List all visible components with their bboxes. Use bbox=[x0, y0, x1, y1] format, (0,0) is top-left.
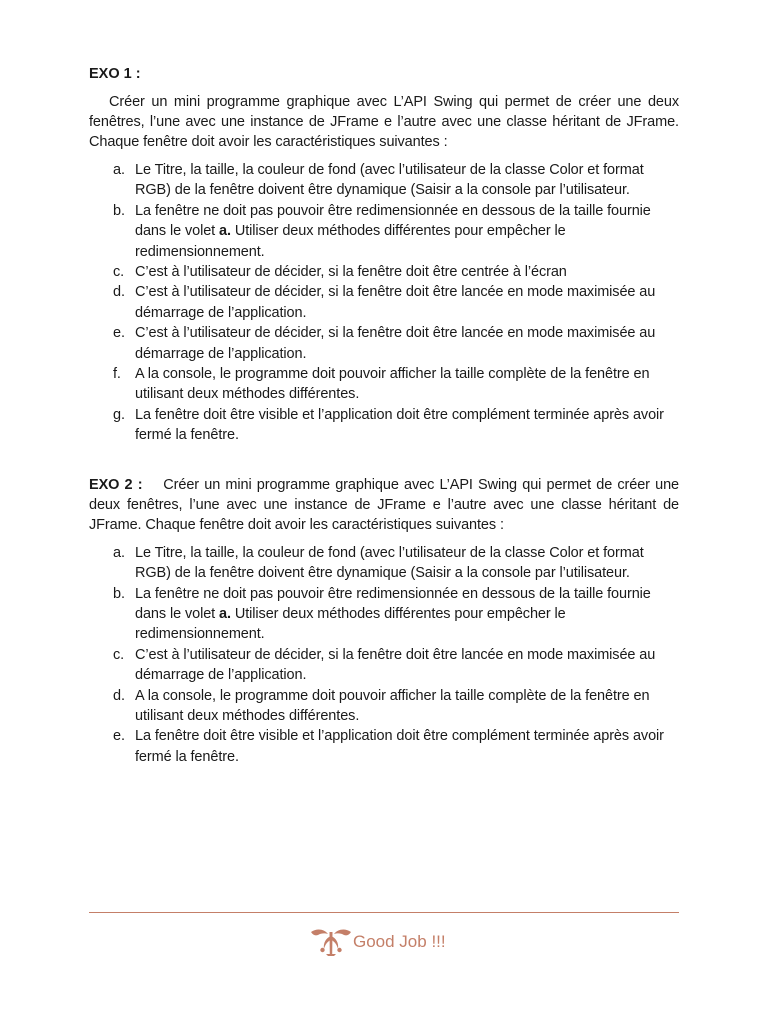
list-item: d. A la console, le programme doit pouvoir afficher la taille complète de la fenêtre en utilisant deux méthodes différentes. bbox=[113, 687, 650, 724]
list-item: e. La fenêtre doit être visible et l’application doit être complément terminée après avoir fermé la fenêtre. bbox=[113, 728, 664, 765]
list-item: a. Le Titre, la taille, la couleur de fond (avec l’utilisateur de la classe Color et format RGB) de la fenêtre doivent être dynamique (Saisir a la console par l’utilisateur. bbox=[113, 162, 644, 199]
exercise-2-intro: EXO 2 : Créer un mini programme graphique avec L’API Swing qui permet de créer une deux fenêtres, l’une avec une instance de JFrame e l’autre avec une classe héritant de JFrame. Chaque fenêtre doit avoir les caractéristiques suivantes : bbox=[89, 476, 679, 533]
list-item: d. C’est à l’utilisateur de décider, si la fenêtre doit être lancée en mode maximisée au démarrage de l’application. bbox=[113, 284, 656, 321]
exercise-2-title: EXO 2 : bbox=[89, 476, 143, 493]
footer-text: Good Job !!! bbox=[353, 932, 446, 951]
exercise-1-intro: Créer un mini programme graphique avec L’API Swing qui permet de créer une deux fenêtres, l’une avec une instance de JFrame e l’autre avec une classe héritant de JFrame. Chaque fenêtre doit avoir les caractéristiques suivantes : bbox=[89, 94, 679, 150]
list-item: g. La fenêtre doit être visible et l’application doit être complément terminée après avoir fermé la fenêtre. bbox=[113, 406, 664, 444]
fleuron-icon bbox=[309, 926, 353, 958]
exercise-2 bbox=[89, 475, 679, 767]
exercise-1-list bbox=[89, 160, 679, 446]
list-item: a. Le Titre, la taille, la couleur de fond (avec l’utilisateur de la classe Color et format RGB) de la fenêtre doivent être dynamique (Saisir a la console par l’utilisateur. bbox=[113, 544, 644, 582]
list-item: b. La fenêtre ne doit pas pouvoir être redimensionnée en dessous de la taille fournie dans le volet a. Utiliser deux méthodes différentes pour empêcher le redimensionnement. bbox=[113, 585, 651, 643]
footer bbox=[309, 925, 446, 959]
list-item: f. A la console, le programme doit pouvoir afficher la taille complète de la fenêtre en utilisant deux méthodes différentes. bbox=[113, 366, 650, 403]
footer-divider bbox=[89, 912, 679, 913]
exercise-1-title: EXO 1 : bbox=[89, 66, 141, 82]
list-item: c. C’est à l’utilisateur de décider, si la fenêtre doit être centrée à l’écran bbox=[113, 264, 567, 281]
list-item: b. La fenêtre ne doit pas pouvoir être redimensionnée en dessous de la taille fournie dans le volet a. Utiliser deux méthodes différentes pour empêcher le redimensionnement. bbox=[113, 202, 651, 260]
document-body bbox=[89, 64, 679, 767]
exercise-2-list bbox=[89, 543, 679, 767]
list-item: c. C’est à l’utilisateur de décider, si la fenêtre doit être lancée en mode maximisée au démarrage de l’application. bbox=[113, 646, 656, 684]
list-item: e. C’est à l’utilisateur de décider, si la fenêtre doit être lancée en mode maximisée au démarrage de l’application. bbox=[113, 325, 656, 362]
exercise-1 bbox=[89, 64, 679, 446]
